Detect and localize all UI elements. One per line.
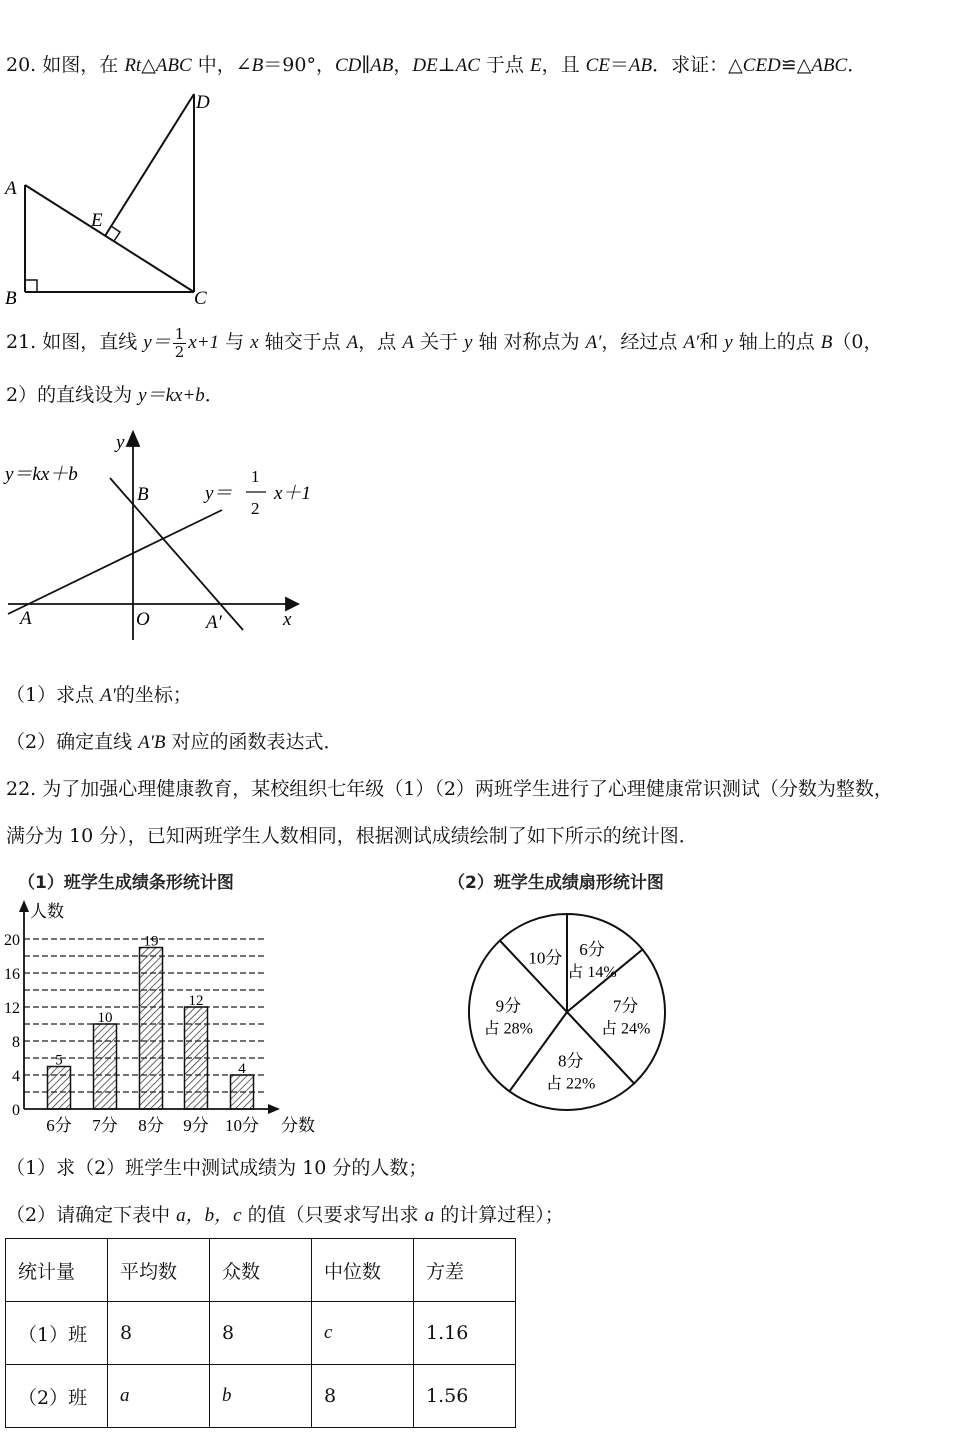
label-C: C — [194, 288, 207, 309]
table-header-cell: 平均数 — [108, 1239, 210, 1302]
q21-sub1: （1）求点 A′的坐标； — [6, 684, 192, 706]
pie-chart-title: （2）班学生成绩扇形统计图 — [448, 873, 664, 893]
bar-category-label: 8分 — [138, 1116, 164, 1135]
bar-chart-x-label: 分数 — [281, 1116, 315, 1135]
bar-chart-title: （1）班学生成绩条形统计图 — [18, 873, 234, 893]
pie-slice-percent: 占 24% — [601, 1020, 651, 1038]
q21-coordinate-graph — [0, 425, 340, 640]
bar-category-label: 10分 — [225, 1116, 259, 1135]
table-cell: 1.56 — [414, 1365, 516, 1428]
point-B-label: B — [137, 484, 149, 505]
label-B: B — [5, 288, 17, 309]
bar — [140, 948, 163, 1110]
bar-chart-y-tick-label: 20 — [4, 932, 20, 949]
pie-slice-percent: 占 28% — [483, 1020, 533, 1038]
pie-slice-percent: 占 22% — [546, 1075, 596, 1093]
bar-chart-y-tick-label: 12 — [4, 1000, 20, 1017]
bar-chart-y-arrow — [19, 900, 29, 912]
line-half-label-num: 1 — [251, 467, 260, 486]
table-cell: 8 — [312, 1365, 414, 1428]
table-cell: （2）班 — [6, 1365, 108, 1428]
bar-chart-y-tick-label: 0 — [12, 1102, 20, 1119]
q22-sub2: （2）请确定下表中 a，b，c 的值（只要求写出求 a 的计算过程）； — [6, 1204, 564, 1226]
table-cell: 8 — [210, 1302, 312, 1365]
q20-statement: 20. 如图，在 Rt△ABC 中，∠B＝90°，CD∥AB，DE⊥AC 于点 E，且 CE＝AB．求证：△CED≌△ABC． — [6, 54, 867, 76]
q21-statement-line1: 21. 如图，直线 y＝ $\frac{1}{2}$ x+1 与 x 轴交于点 A，点 A 关于 y 轴 对称点为 A′，经过点 A′和 y 轴上的点 B（0， — [6, 324, 883, 361]
pie-slice-label: 7分 — [612, 996, 639, 1016]
bar-value-label: 4 — [238, 1061, 246, 1077]
line-half-label-rhs: x＋1 — [274, 483, 311, 504]
bar-category-label: 7分 — [92, 1116, 118, 1135]
pie-slice-label: 10分 — [528, 948, 563, 968]
table-cell: （1）班 — [6, 1302, 108, 1365]
line-half-label-den: 2 — [251, 499, 260, 518]
bar-category-label: 6分 — [46, 1116, 72, 1135]
table-header-cell: 方差 — [414, 1239, 516, 1302]
bar-value-label: 19 — [143, 933, 159, 950]
pie-slice-label: 9分 — [495, 996, 522, 1016]
origin-label: O — [136, 609, 150, 630]
line-y-half-x-plus-1 — [8, 510, 222, 614]
table-row — [6, 1365, 516, 1428]
bar-chart-x-arrow — [268, 1104, 280, 1114]
table-cell: a — [108, 1365, 210, 1428]
bar-value-label: 5 — [55, 1052, 63, 1069]
q21-statement-line2: 2）的直线设为 y＝kx+b． — [6, 384, 224, 406]
point-Aprime-label: A′ — [206, 612, 222, 633]
bar-category-label: 9分 — [183, 1116, 209, 1135]
fraction-one-half: $\frac{1}{2}$ — [174, 324, 185, 361]
table-header-cell: 统计量 — [6, 1239, 108, 1302]
bar-value-label: 10 — [97, 1010, 113, 1026]
x-axis-label: x — [283, 609, 292, 630]
table-cell: c — [312, 1302, 414, 1365]
table-cell: 8 — [108, 1302, 210, 1365]
segment-AC — [25, 185, 194, 292]
bar — [48, 1067, 71, 1110]
q20-triangle-figure — [0, 85, 240, 310]
statistics-table — [5, 1238, 516, 1428]
bar-chart-y-tick-label: 4 — [12, 1068, 20, 1085]
label-D: D — [196, 92, 210, 113]
table-header-row — [6, 1239, 516, 1302]
q20-number: 20. — [6, 54, 37, 76]
q21-sub2: （2）确定直线 A′B 对应的函数表达式． — [6, 731, 343, 753]
table-header-cell: 中位数 — [312, 1239, 414, 1302]
y-axis-arrow — [127, 432, 139, 446]
right-angle-mark-E — [111, 226, 120, 241]
pie-slice-label: 6分 — [579, 939, 605, 959]
bar-chart-y-tick-label: 8 — [12, 1034, 20, 1051]
pie-slice-percent: 占 14% — [567, 963, 617, 981]
bar-chart — [0, 895, 330, 1140]
pie-chart — [460, 905, 675, 1120]
q22-statement-line2: 满分为 10 分），已知两班学生人数相同，根据测试成绩绘制了如下所示的统计图． — [6, 825, 698, 847]
right-angle-mark-B — [25, 280, 37, 292]
table-header-cell: 众数 — [210, 1239, 312, 1302]
q22-statement-line1: 22. 为了加强心理健康教育，某校组织七年级（1）（2）两班学生进行了心理健康常识测试（分数为整数， — [6, 778, 893, 800]
bar — [185, 1007, 208, 1109]
bar-chart-y-label: 人数 — [30, 902, 64, 921]
segment-DE — [105, 94, 194, 236]
table-row — [6, 1302, 516, 1365]
label-A: A — [5, 178, 17, 199]
bar-value-label: 12 — [188, 993, 204, 1009]
line-kx-b-label: y＝kx＋b — [5, 464, 78, 485]
line-half-label-lhs: y＝ — [205, 483, 233, 504]
table-cell: 1.16 — [414, 1302, 516, 1365]
table-cell: b — [210, 1365, 312, 1428]
bar-chart-y-tick-label: 16 — [4, 966, 20, 983]
y-axis-label: y — [116, 432, 125, 453]
point-A-label: A — [20, 608, 32, 629]
bar — [231, 1075, 254, 1109]
q22-sub1: （1）求（2）班学生中测试成绩为 10 分的人数； — [6, 1157, 428, 1179]
label-E: E — [91, 210, 103, 231]
pie-slice-label: 8分 — [557, 1051, 584, 1071]
bar — [94, 1024, 117, 1109]
